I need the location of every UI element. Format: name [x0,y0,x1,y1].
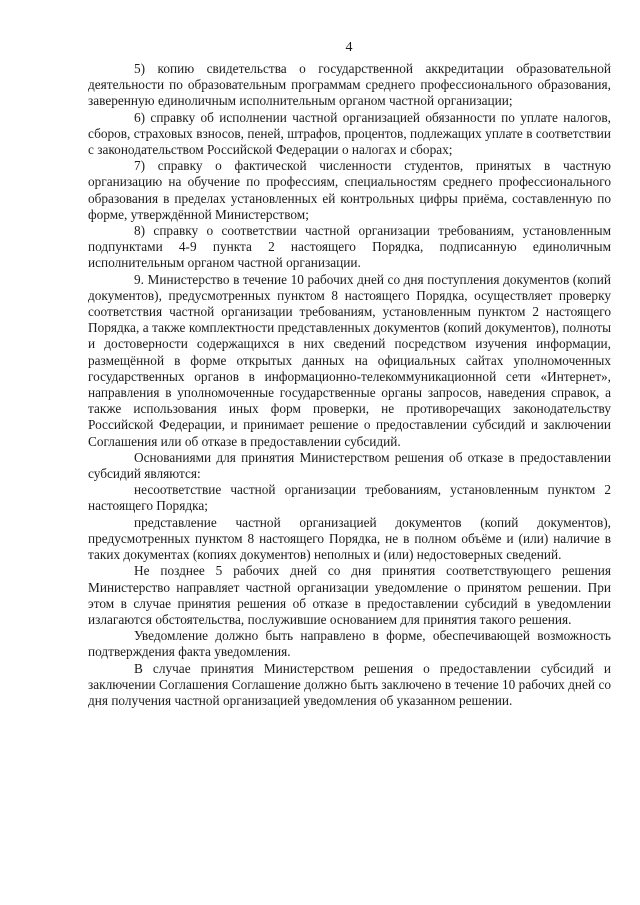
paragraph-refusal-grounds: Основаниями для принятия Министерством решения об отказе в предоставлении субсидий являются: [88,449,611,482]
document-body [88,61,611,709]
paragraph-ground-2: представление частной организацией документов (копий документов), предусмотренных пунктом 8 настоящего Порядка, не в полном объёме и (или) наличие в таких документах (копиях документов) неполных и (или) недостоверных сведений. [88,514,611,563]
page-number: 4 [345,40,353,55]
paragraph-item-5: 5) копию свидетельства о государственной аккредитации образовательной деятельности по образовательным программам среднего профессионального образования, заверенную единоличным исполнительным органом частной организации; [88,61,611,109]
paragraph-clause-9: 9. Министерство в течение 10 рабочих дней со дня поступления документов (копий документов), предусмотренных пунктом 8 настоящего Порядка, осуществляет проверку соответствия частной организации требованиям, установленным пунктом 2 настоящего Порядка, а также комплектности представленных документов (копий документов), полноты и достоверности содержащихся в них сведений посредством изучения информации, размещённой в форме открытых данных на официальных сайтах уполномоченных государственных органов в информационно-телекоммуникационной сети «Интернет», направления в уполномоченные государственные органы запросов, наведения справок, а также использования иных форм проверки, не противоречащих законодательству Российской Федерации, и принимает решение о предоставлении субсидий и заключении Соглашения или об отказе в предоставлении субсидий. [88,271,611,449]
paragraph-notification-deadline: Не позднее 5 рабочих дней со дня принятия соответствующего решения Министерство направляет частной организации уведомление о принятом решении. При этом в случае принятия решения об отказе в предоставлении субсидий в уведомлении излагаются обстоятельства, послужившие основанием для принятия такого решения. [88,563,611,627]
paragraph-item-6: 6) справку об исполнении частной организацией обязанности по уплате налогов, сборов, страховых взносов, пеней, штрафов, процентов, подлежащих уплате в соответствии с законодательством Российской Федерации о налогах и сборах; [88,109,611,158]
paragraph-agreement-conclusion: В случае принятия Министерством решения о предоставлении субсидий и заключении Соглашения Соглашение должно быть заключено в течение 10 рабочих дней со дня получения частной организацией уведомления об указанном решении. [88,660,611,708]
paragraph-item-7: 7) справку о фактической численности студентов, принятых в частную организацию на обучение по профессиям, специальностям среднего профессионального образования в пределах установленных ей контрольных цифры приёма, составленную по форме, утверждённой Министерством; [88,158,611,222]
paragraph-item-8: 8) справку о соответствии частной организации требованиям, установленным подпунктами 4-9 пункта 2 настоящего Порядка, подписанную единоличным исполнительным органом частной организации. [88,223,611,271]
paragraph-ground-1: несоответствие частной организации требованиям, установленным пунктом 2 настоящего Порядка; [88,482,611,514]
paragraph-notification-form: Уведомление должно быть направлено в форме, обеспечивающей возможность подтверждения факта уведомления. [88,628,611,660]
